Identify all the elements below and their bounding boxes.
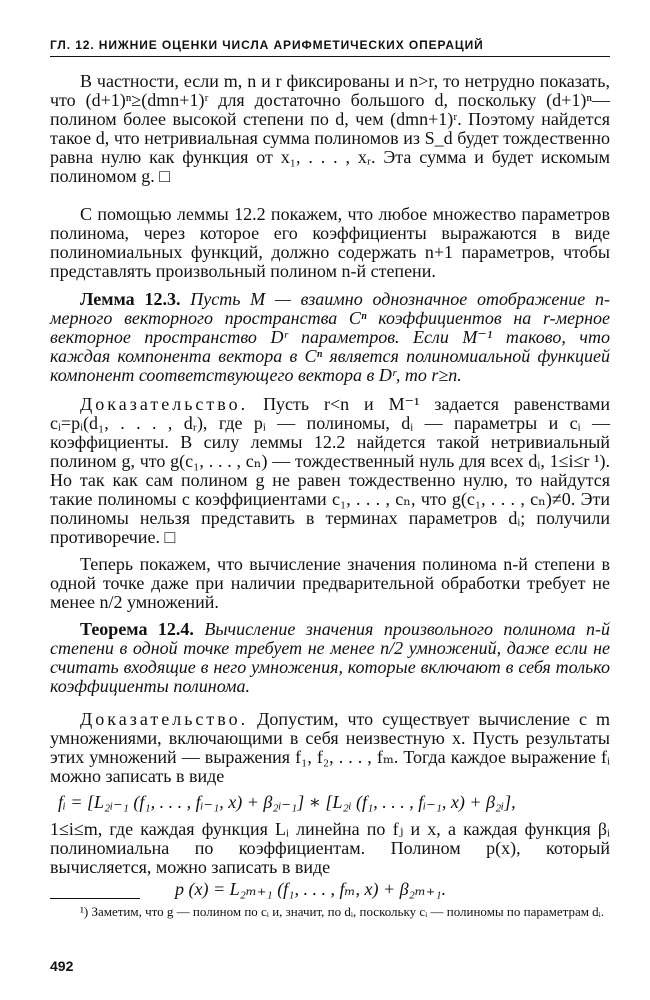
paragraph-4: 1≤i≤m, где каждая функция Lᵢ линейна по fⱼ и x, а каждая функция βᵢ полиномиальна по коэффициентам. Полином p(x), который вычисляется, можно записать в виде <box>50 819 610 877</box>
theorem-label: Теорема 12.4. <box>80 619 194 639</box>
header-rule <box>50 56 610 57</box>
proof-label: Доказательство. <box>80 394 249 414</box>
proof-text: Пусть r<n и M⁻¹ задается равенствами cᵢ=pᵢ(d₁, . . . , dᵣ), где pᵢ — полиномы, dᵢ — параметры и cᵢ — коэффициенты. В силу леммы 12.2 найдется такой нетривиальный полином g, что g(c₁, . . . , cₙ) — тождественный нуль для всех dᵢ, 1≤i≤r ¹). Но так как сам полином g не равен тождественно нулю, то найдутся такие полиномы с коэффициентами c₁, . . . , cₙ, что g(c₁, . . . , cₙ)≠0. Эти полиномы нельзя представить в терминах параметров dᵢ; получили противоречие. □ <box>50 394 610 547</box>
page-number: 492 <box>50 958 74 974</box>
running-header: ГЛ. 12. НИЖНИЕ ОЦЕНКИ ЧИСЛА АРИФМЕТИЧЕСКИХ ОПЕРАЦИЙ <box>50 38 484 52</box>
proof-lemma <box>50 395 610 547</box>
formula-p-x: p (x) = L₂ₘ₊₁ (f₁, . . . , fₘ, x) + β₂ₘ₊₁. <box>175 879 447 899</box>
paragraph-1: В частности, если m, n и r фиксированы и n>r, то нетрудно показать, что (d+1)ⁿ≥(dmn+1)ʳ для достаточно большого d, поскольку (d+1)ⁿ— полином более высокой степени по d, чем (dmn+1)ʳ. Поэтому найдется такое d, что нетривиальная сумма полиномов из S_d будет тождественно равна нулю как функция от x₁, . . . , xᵣ. Эта сумма и будет искомым полиномом g. □ <box>50 71 610 186</box>
lemma-12-3 <box>50 290 610 385</box>
proof-label: Доказательство. <box>80 709 249 729</box>
lemma-text: Пусть M — взаимно однозначное отображение n-мерного векторного пространства Cⁿ коэффициентов на r-мерное векторное пространство Dʳ параметров. Если M⁻¹ таково, что каждая компонента вектора в Cⁿ является полиномиальной функцией компонент соответствующего вектора в Dʳ, то r≥n. <box>50 289 610 385</box>
footnote-rule <box>50 898 140 899</box>
proof-text: Допустим, что существует вычисление с m умножениями, включающими в себя неизвестную x. Пусть результаты этих умножений — выражения f₁, f₂, . . . , fₘ. Тогда каждое выражение fᵢ можно записать в виде <box>50 709 610 786</box>
formula-f-i: fᵢ = [L₂ᵢ₋₁ (f₁, . . . , fᵢ₋₁, x) + β₂ᵢ₋₁] ∗ [L₂ᵢ (f₁, . . . , fᵢ₋₁, x) + β₂ᵢ], <box>58 792 516 812</box>
paragraph-2: С помощью леммы 12.2 покажем, что любое множество параметров полинома, через которое его коэффициенты выражаются в виде полиномиальных функций, должно содержать n+1 параметров, чтобы представлять произвольный полином n-й степени. <box>50 204 610 281</box>
lemma-label: Лемма 12.3. <box>80 289 181 309</box>
footnote: ¹) Заметим, что g — полином по cᵢ и, значит, по dᵢ, поскольку cᵢ — полиномы по параметрам dᵢ. <box>80 904 605 919</box>
proof-theorem <box>50 710 610 786</box>
paragraph-3: Теперь покажем, что вычисление значения полинома n-й степени в одной точке даже при наличии предварительной обработки требует не менее n/2 умножений. <box>50 554 610 612</box>
theorem-12-4 <box>50 620 610 696</box>
theorem-text: Вычисление значения произвольного полинома n-й степени в одной точке требует не менее n/2 умножений, даже если не считать входящие в него умножения, которые включают в себя только коэффициенты полинома. <box>50 619 610 696</box>
